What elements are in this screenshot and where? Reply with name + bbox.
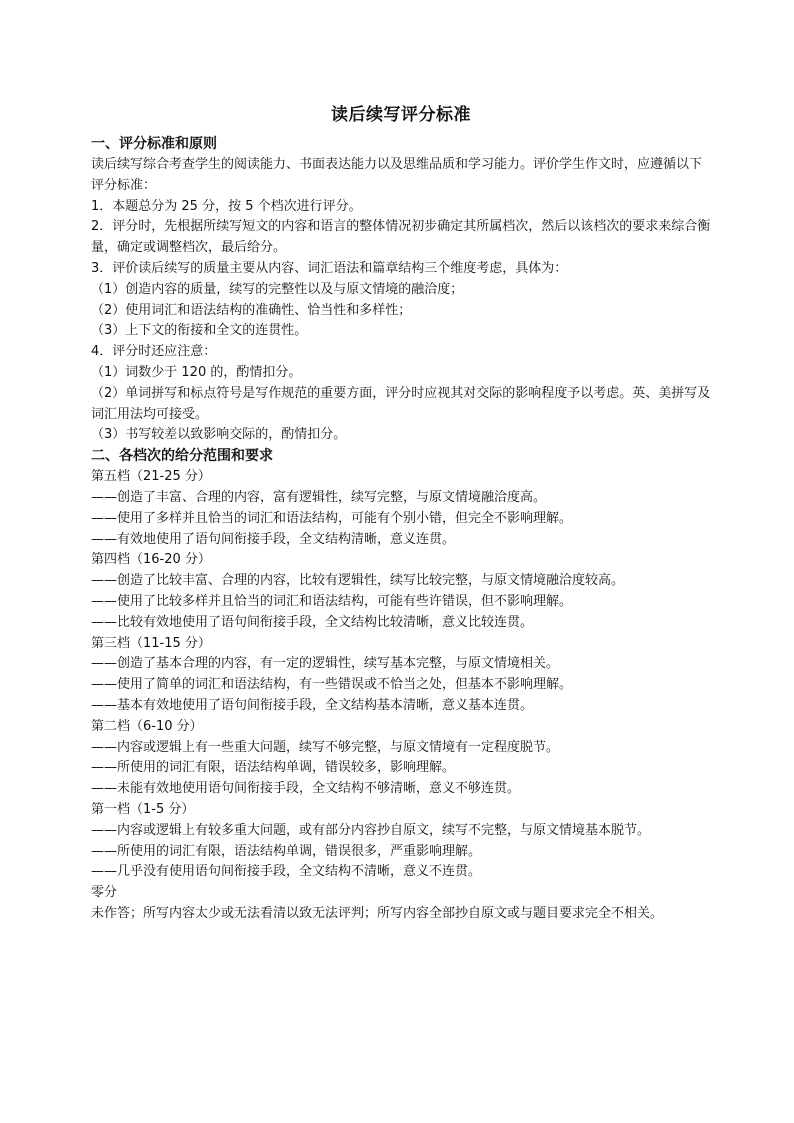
section-1-heading: 一、评分标准和原则 [91,136,217,152]
band-criterion: ——比较有效地使用了语句间衔接手段，全文结构比较清晰，意义比较连贯。 [91,614,534,630]
band-criterion: ——基本有效地使用了语句间衔接手段，全文结构基本清晰，意义基本连贯。 [91,697,534,713]
band-criterion: ——几乎没有使用语句间衔接手段，全文结构不清晰，意义不连贯。 [91,864,482,880]
rule-3-item: （1）创造内容的质量，续写的完整性以及与原文情境的融洽度； [91,281,464,297]
document-title: 读后续写评分标准 [331,105,471,125]
band-3-name: 第三档（11-15 分） [91,635,211,651]
band-criterion: ——内容或逻辑上有较多重大问题，或有部分内容抄自原文，续写不完整，与原文情境基本脱节。 [91,822,651,838]
rule-3: 3．评价读后续写的质量主要从内容、词汇语法和篇章结构三个维度考虑，具体为： [91,260,568,276]
band-4-name: 第四档（16-20 分） [91,552,211,568]
band-criterion: ——所使用的词汇有限，语法结构单调，错误较多，影响理解。 [91,760,456,776]
band-criterion: ——创造了丰富、合理的内容，富有逻辑性，续写完整，与原文情境融洽度高。 [91,489,547,505]
section-1-intro: 读后续写综合考查学生的阅读能力、书面表达能力以及思维品质和学习能力。评价学生作文时，应遵循以下评分标准： [91,157,703,193]
band-criterion: ——使用了多样并且恰当的词汇和语法结构，可能有个别小错，但完全不影响理解。 [91,510,573,526]
rule-4: 4．评分时还应注意： [91,344,217,360]
band-criterion: ——使用了简单的词汇和语法结构，有一些错误或不恰当之处，但基本不影响理解。 [91,677,573,693]
band-criterion: ——未能有效地使用语句间衔接手段，全文结构不够清晰，意义不够连贯。 [91,781,521,797]
band-0-name: 零分 [91,885,118,901]
rule-4-item: （2）单词拼写和标点符号是写作规范的重要方面，评分时应视其对交际的影响程度予以考虑。英、美拼写及词汇用法均可接受。 [91,385,711,422]
document-page [91,104,711,925]
band-criterion: ——创造了比较丰富、合理的内容，比较有逻辑性，续写比较完整，与原文情境融洽度较高。 [91,573,625,589]
band-2-name: 第二档（6-10 分） [91,718,203,734]
rule-4-item: （1）词数少于 120 的，酌情扣分。 [91,364,302,380]
band-criterion: ——创造了基本合理的内容，有一定的逻辑性，续写基本完整，与原文情境相关。 [91,656,560,672]
rule-4-item: （3）书写较差以致影响交际的，酌情扣分。 [91,427,347,443]
rule-2: 2．评分时，先根据所续写短文的内容和语言的整体情况初步确定其所属档次，然后以该档次的要求来综合衡量，确定或调整档次，最后给分。 [91,219,711,256]
band-criterion: ——内容或逻辑上有一些重大问题，续写不够完整，与原文情境有一定程度脱节。 [91,739,560,755]
rule-3-item: （2）使用词汇和语法结构的准确性、恰当性和多样性； [91,302,412,318]
band-0-description: 未作答；所写内容太少或无法看清以致无法评判；所写内容全部抄自原文或与题目要求完全不相关。 [91,905,664,921]
band-criterion: ——使用了比较多样并且恰当的词汇和语法结构，可能有些许错误，但不影响理解。 [91,593,573,609]
band-criterion: ——有效地使用了语句间衔接手段，全文结构清晰，意义连贯。 [91,531,456,547]
section-2-heading: 二、各档次的给分范围和要求 [91,448,273,465]
band-5-name: 第五档（21-25 分） [91,469,211,485]
rule-3-item: （3）上下文的衔接和全文的连贯性。 [91,323,308,339]
band-1-name: 第一档（1-5 分） [91,801,195,817]
rule-1: 1．本题总分为 25 分，按 5 个档次进行评分。 [91,198,362,214]
band-criterion: ——所使用的词汇有限，语法结构单调，错误很多，严重影响理解。 [91,843,482,859]
